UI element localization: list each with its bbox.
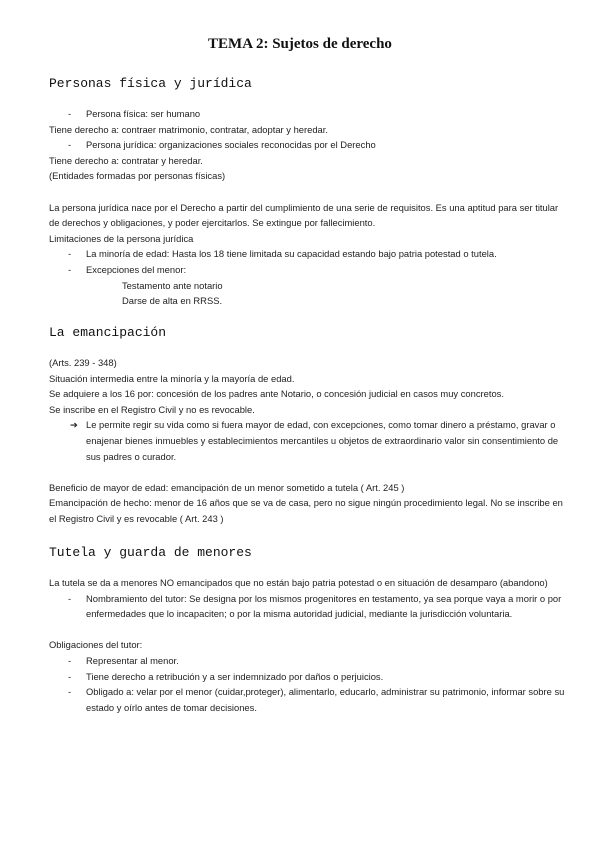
dash-marker: -: [68, 139, 72, 151]
list-item: - Nombramiento del tutor: Se designa por los mismos progenitores en testamento, ya sea porque vaya a morir o por enfermedades que lo incapaciten; o por la misma autoridad judicial, mediante la jurisdicción voluntaria.: [68, 592, 562, 620]
dash-marker: -: [68, 670, 72, 682]
text-line: Obligaciones del tutor:: [49, 639, 143, 651]
list-item: - Obligado a: velar por el menor (cuidar,proteger), alimentarlo, educarlo, administrar su patrimonio, informar sobre su estado y oírlo antes de tomar decisiones.: [68, 686, 565, 713]
paragraph: La tutela se da a menores NO emancipados que no están bajo patria potestad o en situación de desamparo (abandono): [49, 577, 548, 588]
text-line: Limitaciones de la persona jurídica: [49, 232, 194, 244]
text-line: Situación intermedia entre la minoría y la mayoría de edad.: [49, 372, 295, 384]
dash-marker: -: [68, 263, 72, 275]
text-line: Tiene derecho a: contratar y heredar.: [49, 154, 203, 166]
list-item: - Tiene derecho a retribución y a ser indemnizado por daños o perjuicios.: [49, 669, 569, 685]
sub-item: Darse de alta en RRSS.: [122, 295, 223, 307]
dash-marker: -: [68, 686, 72, 698]
list-item: - Excepciones del menor:: [49, 262, 569, 278]
dash-marker: -: [68, 592, 72, 604]
text-line: Beneficio de mayor de edad: emancipación de un menor sometido a tutela ( Art. 245 ): [49, 481, 405, 493]
list-item: - Representar al menor.: [49, 653, 569, 669]
list-item: - Persona física: ser humano: [49, 106, 569, 122]
list-item: - Persona jurídica: organizaciones sociales reconocidas por el Derecho: [49, 137, 569, 153]
dash-marker: -: [68, 654, 72, 666]
section-heading-tutela: Tutela y guarda de menores: [49, 545, 252, 560]
section-body-personas: [49, 106, 569, 309]
text-line: Se inscribe en el Registro Civil y no es revocable.: [49, 403, 255, 415]
section-body-emancipacion: [49, 355, 569, 527]
text-line: Tiene derecho a: contraer matrimonio, contratar, adoptar y heredar.: [49, 123, 328, 135]
text-line: Se adquiere a los 16 por: concesión de los padres ante Notario, o concesión judicial en casos muy concretos.: [49, 388, 504, 400]
dash-marker: -: [68, 248, 72, 260]
paragraph: La persona jurídica nace por el Derecho a partir del cumplimiento de una serie de requisitos. Es una aptitud para ser titular de derechos y obligaciones, y poder ejercitarlos. Se extingue por fallecimiento.: [49, 201, 559, 229]
section-heading-emancipacion: La emancipación: [49, 325, 167, 340]
section-body-tutela: [49, 575, 569, 715]
paragraph: Emancipación de hecho: menor de 16 años que se va de casa, pero no sigue ningún procedimiento legal. No se inscribe en el Registro Civil y es revocable ( Art. 243 ): [49, 497, 563, 524]
text-line: (Entidades formadas por personas físicas): [49, 170, 226, 182]
page-title: TEMA 2: Sujetos de derecho: [208, 36, 392, 52]
section-heading-personas: Personas física y jurídica: [49, 76, 252, 91]
sub-item: Testamento ante notario: [122, 279, 223, 291]
dash-marker: -: [68, 108, 72, 119]
arrow-icon: ➔: [70, 419, 78, 431]
list-item: - La minoría de edad: Hasta los 18 tiene limitada su capacidad estando bajo patria potestad o tutela.: [49, 246, 569, 262]
arrow-item: ➔ Le permite regir su vida como si fuera mayor de edad, con excepciones, como tomar dinero a préstamo, gravar o enajenar bienes inmuebles y establecimientos mercantiles u objetos de extraordinario valor sin consentimiento de sus padres o curador.: [70, 419, 559, 462]
text-line: (Arts. 239 - 348): [49, 357, 117, 368]
